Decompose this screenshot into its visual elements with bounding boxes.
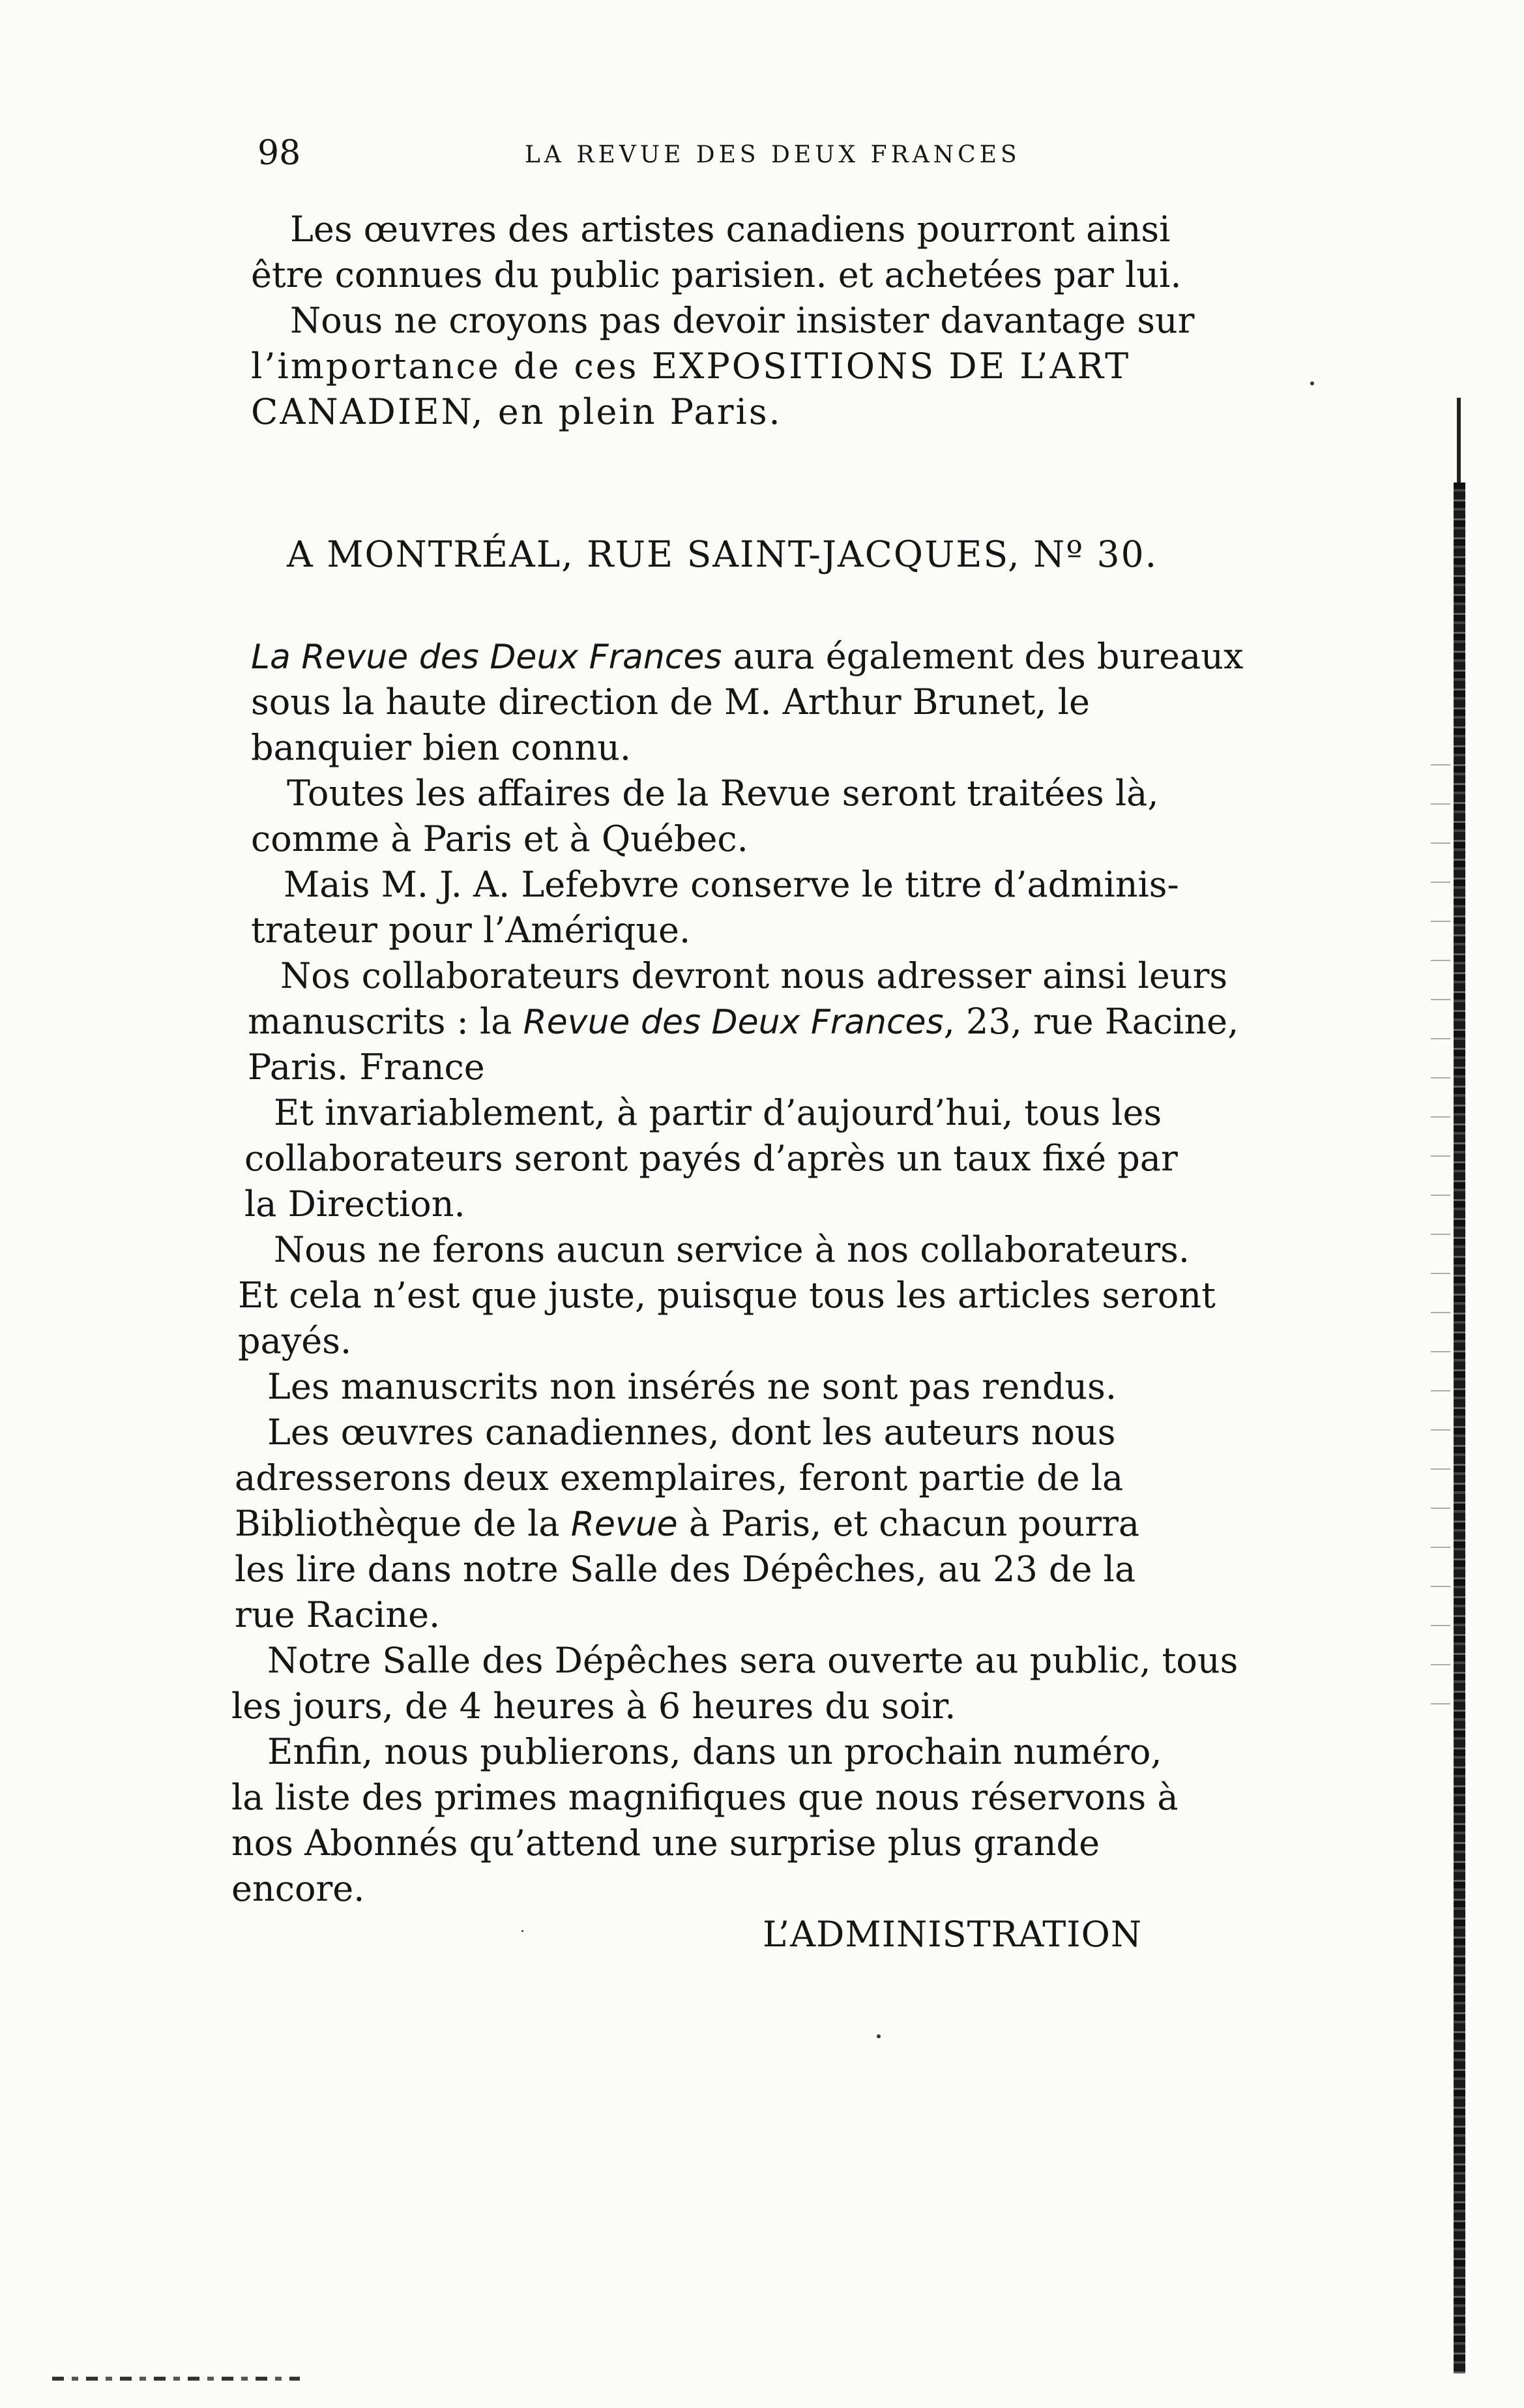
body-line: Notre Salle des Dépêches sera ouverte au public, tous bbox=[267, 1640, 1238, 1681]
section-heading: A MONTRÉAL, RUE SAINT-JACQUES, Nº 30. bbox=[287, 533, 1158, 575]
body-line: la Direction. bbox=[244, 1183, 465, 1225]
body-line: payés. bbox=[238, 1320, 352, 1361]
body-line: Les œuvres canadiennes, dont les auteurs nous bbox=[267, 1412, 1116, 1453]
running-head: LA REVUE DES DEUX FRANCES bbox=[525, 141, 1021, 168]
body-line: Nous ne ferons aucun service à nos collaborateurs. bbox=[274, 1229, 1190, 1270]
binding-edge bbox=[1457, 398, 1461, 483]
journal-title: La Revue des Deux Frances bbox=[251, 638, 722, 677]
body-line bbox=[235, 1503, 1140, 1544]
body-line: les lire dans notre Salle des Dépêches, au 23 de la bbox=[235, 1549, 1136, 1590]
body-line-rest: aura également des bureaux bbox=[722, 636, 1244, 677]
scan-speck bbox=[1310, 381, 1314, 385]
body-line: Enfin, nous publierons, dans un prochain numéro, bbox=[267, 1731, 1162, 1772]
body-line-start: Bibliothèque de la bbox=[235, 1503, 571, 1544]
body-line: Les manuscrits non insérés ne sont pas rendus. bbox=[267, 1366, 1117, 1407]
body-line: adresserons deux exemplaires, feront partie de la bbox=[235, 1457, 1124, 1498]
body-line: l’importance de ces EXPOSITIONS DE L’ART bbox=[251, 346, 1131, 387]
journal-title: Revue des Deux Frances bbox=[523, 1003, 944, 1042]
scan-speck bbox=[521, 1930, 523, 1932]
body-line bbox=[251, 636, 1244, 677]
binding-edge bbox=[1454, 483, 1465, 2373]
page-header bbox=[257, 134, 1300, 179]
body-line bbox=[248, 1001, 1239, 1042]
body-line: la liste des primes magnifiques que nous réservons à bbox=[231, 1777, 1179, 1818]
body-line: trateur pour l’Amérique. bbox=[251, 910, 691, 951]
body-line: les jours, de 4 heures à 6 heures du soir. bbox=[231, 1686, 956, 1727]
scan-speck bbox=[877, 2034, 881, 2038]
body-line: Paris. France bbox=[248, 1047, 485, 1088]
body-line: collaborateurs seront payés d’après un taux fixé par bbox=[244, 1138, 1178, 1179]
body-line: être connues du public parisien. et achetées par lui. bbox=[251, 254, 1182, 295]
body-line: Nous ne croyons pas devoir insister davantage sur bbox=[290, 300, 1195, 341]
body-line: Et invariablement, à partir d’aujourd’hui, tous les bbox=[274, 1092, 1162, 1133]
body-line: CANADIEN, en plein Paris. bbox=[251, 391, 782, 432]
body-line: sous la haute direction de M. Arthur Brunet, le bbox=[251, 681, 1090, 722]
body-line-start: manuscrits : la bbox=[248, 1001, 523, 1042]
body-line: comme à Paris et à Québec. bbox=[251, 818, 748, 859]
binding-edge-noise bbox=[1431, 750, 1450, 1728]
body-line: Mais M. J. A. Lefebvre conserve le titre d’adminis- bbox=[284, 864, 1179, 905]
body-line: nos Abonnés qu’attend une surprise plus grande bbox=[231, 1822, 1100, 1864]
body-line-rest: à Paris, et chacun pourra bbox=[677, 1503, 1140, 1544]
body-line: encore. bbox=[231, 1868, 365, 1909]
body-line: Toutes les affaires de la Revue seront traitées là, bbox=[287, 773, 1159, 814]
body-line: Les œuvres des artistes canadiens pourront ainsi bbox=[290, 209, 1171, 250]
journal-title: Revue bbox=[570, 1505, 678, 1544]
body-line: Nos collaborateurs devront nous adresser ainsi leurs bbox=[280, 955, 1228, 996]
body-line: rue Racine. bbox=[235, 1594, 441, 1635]
body-line: Et cela n’est que juste, puisque tous les articles seront bbox=[238, 1275, 1216, 1316]
scan-noise bbox=[52, 2377, 300, 2381]
body-line-rest: , 23, rue Racine, bbox=[943, 1001, 1239, 1042]
page-number: 98 bbox=[257, 134, 301, 173]
signature: L’ADMINISTRATION bbox=[763, 1914, 1143, 1955]
body-line: banquier bien connu. bbox=[251, 727, 632, 768]
